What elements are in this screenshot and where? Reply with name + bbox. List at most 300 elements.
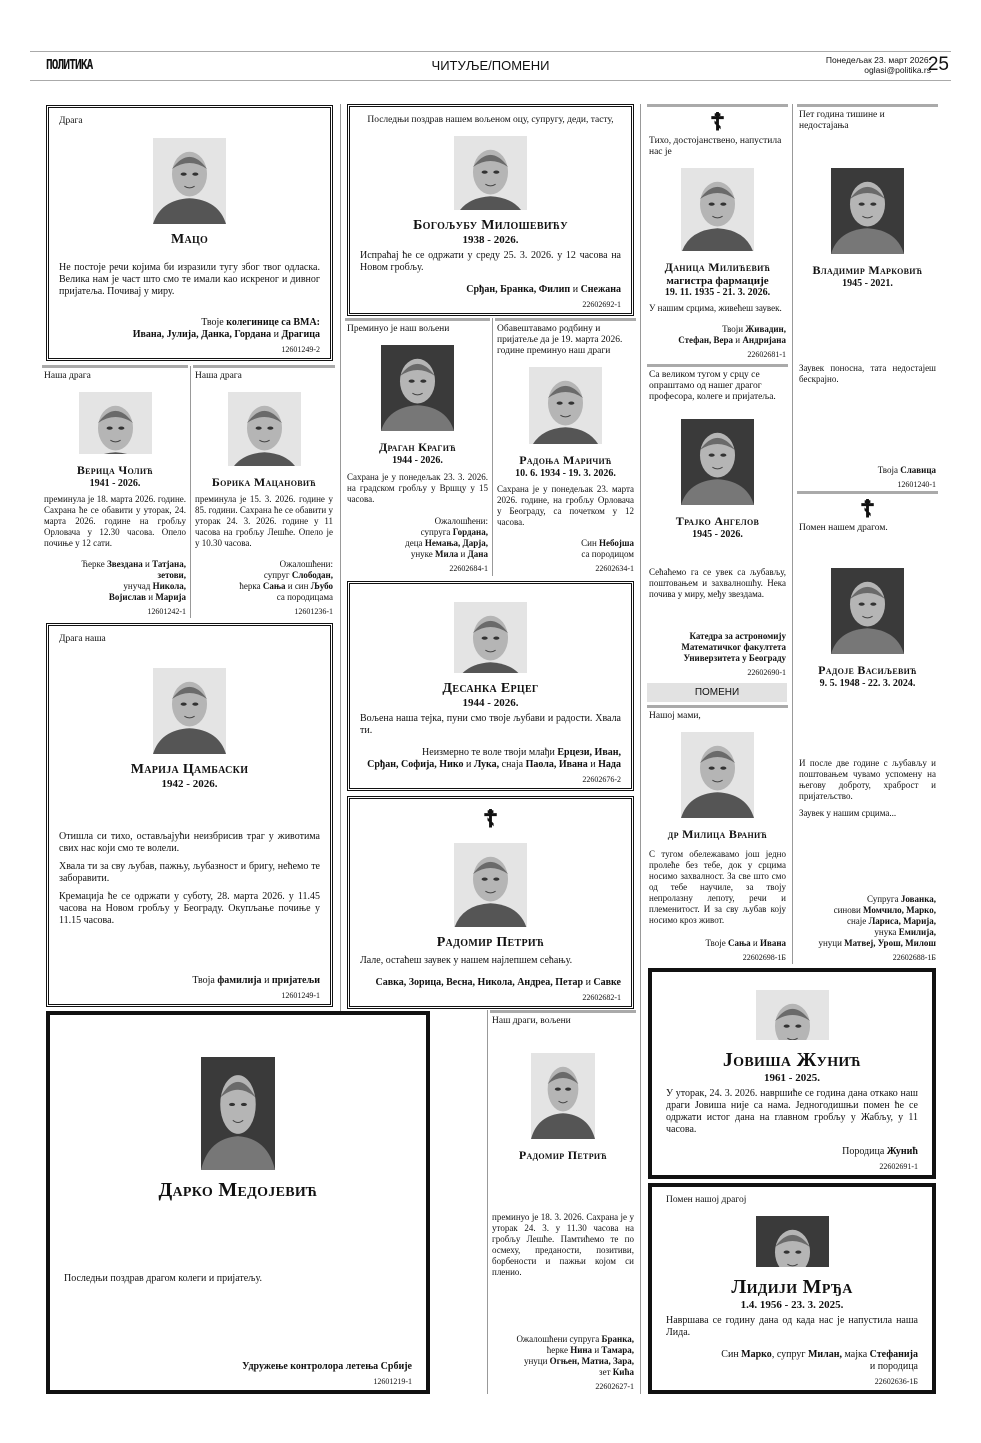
- signature-name: Ивана: [759, 938, 786, 948]
- column-divider: [190, 366, 191, 618]
- ad-code: 22602634-1: [595, 564, 634, 573]
- signature-text: и: [142, 559, 153, 569]
- signature: [360, 747, 621, 771]
- header-top-rule: [30, 51, 951, 52]
- signature-text: и: [271, 328, 282, 340]
- signature-line: [59, 329, 320, 341]
- signature: [649, 631, 786, 664]
- deceased-name: Јовиша Жунић: [722, 1049, 862, 1071]
- portrait-photo: [454, 136, 527, 210]
- spacer: [649, 606, 786, 631]
- signature-text: снаја: [499, 759, 526, 770]
- life-dates: 1961 - 2025.: [764, 1072, 820, 1084]
- signature-name: Никола,: [152, 581, 186, 591]
- signature-text: Твоји: [722, 324, 746, 334]
- deceased-name: Радомир Петрић: [518, 1147, 608, 1162]
- orthodox-cross-icon: ☦: [859, 497, 876, 523]
- signature-name: Нина: [570, 1344, 593, 1355]
- column-divider: [487, 1010, 488, 1394]
- signature-name: Огњен, Матиа, Зара,: [549, 1355, 634, 1366]
- notice-intro: Драга: [59, 116, 83, 126]
- signature-line: [44, 559, 186, 570]
- obituary-notice: [46, 623, 333, 1007]
- deceased-name: Борика Мацановић: [211, 475, 317, 489]
- deceased-name: Радоња Маричић: [519, 453, 612, 467]
- signature-line: [497, 549, 634, 560]
- signature-name: Стефан, Вера: [678, 335, 734, 345]
- signature-name: Дана: [467, 549, 488, 559]
- deceased-name: Дарко Медојевић: [158, 1179, 318, 1202]
- signature-name: Војислав: [108, 592, 146, 602]
- signature-text: и: [458, 549, 468, 559]
- spacer: [59, 304, 320, 317]
- notice-paragraph: Навршава се годину дана од када нас је напустила наша Лида.: [666, 1315, 918, 1338]
- obituary-notice: [46, 105, 333, 361]
- notice-intro: Са великом тугом у срцу се опраштамо од нашег драгог професора, колеге и пријатеља.: [649, 370, 776, 402]
- deceased-name: Радомир Петрић: [436, 935, 545, 950]
- signature-text: зет: [599, 1366, 613, 1377]
- notice-text: [799, 363, 936, 391]
- signature: [649, 324, 786, 346]
- signature: [492, 1334, 634, 1378]
- obituary-notice: [46, 1011, 430, 1394]
- signature: [360, 284, 621, 296]
- ad-code: 22602682-1: [582, 993, 621, 1002]
- signature-name: Андријана: [742, 335, 786, 345]
- signature-text: и породица: [869, 1361, 918, 1372]
- notice-paragraph: Отишла си тихо, остављајући неизбрисив траг у животима свих нас који смо те волели.: [59, 831, 320, 855]
- signature-name: Кића: [612, 1366, 634, 1377]
- signature-name: Паола, Ивана: [525, 759, 588, 770]
- signature-name: Марија: [155, 592, 186, 602]
- spacer: [799, 825, 936, 894]
- signature-name: Ивана, Јулија, Данка, Гордана: [132, 328, 272, 340]
- signature-line: [799, 927, 936, 938]
- signature: [59, 975, 320, 987]
- signature-text: ћерке: [546, 1344, 571, 1355]
- spacer: [492, 1027, 634, 1047]
- signature-line: [649, 653, 786, 664]
- signature: [666, 1349, 918, 1373]
- ad-code: 22602692-1: [582, 300, 621, 309]
- notice-paragraph: У нашим срцима, живећеш заувек.: [649, 303, 782, 313]
- spacer: [649, 403, 786, 413]
- signature-name: Милан,: [807, 1349, 843, 1360]
- obituary-notice: [193, 365, 335, 619]
- obituary-notice: [797, 491, 938, 965]
- signature: [44, 559, 186, 603]
- signature-name: Нада: [598, 759, 621, 770]
- signature-text: Породица: [842, 1146, 887, 1157]
- deceased-name: Радоје Васиљевић: [818, 662, 917, 677]
- signature-line: [799, 894, 936, 905]
- signature-text: Син: [581, 538, 600, 548]
- signature-line: [799, 905, 936, 916]
- notice-text: [649, 567, 786, 606]
- signature-text: и: [570, 284, 581, 295]
- section-title: ЧИТУЉЕ/ПОМЕНИ: [431, 58, 550, 73]
- signature-name: Марко: [741, 1349, 772, 1360]
- spacer: [799, 391, 936, 465]
- deceased-name: Десанка Ерцег: [442, 681, 539, 696]
- signature-name: Јованка,: [900, 894, 936, 904]
- spacer: [64, 1202, 412, 1272]
- orthodox-cross-icon: ☦: [709, 110, 726, 136]
- signature-name: Звездана: [106, 559, 143, 569]
- notice-paragraph: Сећаћемо га се увек са љубављу, поштовањем и захвалношћу. Нека почива у миру, међу звездама.: [649, 566, 786, 599]
- signature-line: [195, 581, 333, 592]
- spacer: [799, 132, 936, 162]
- signature: [799, 465, 936, 476]
- portrait-photo: [681, 419, 754, 505]
- deceased-name: Владимир Марковић: [812, 262, 923, 277]
- signature: [360, 977, 621, 989]
- notice-paragraph: преминуо је 18. 3. 2026. Сахрана је у уторак 24. 3. у 11.30 часова на гробљу Лешће. Памтићемо те по осмеху, предaности, позитиви, борбености и пажњи којом си плениo.: [492, 1212, 634, 1278]
- life-dates: 1944 - 2026.: [462, 697, 519, 709]
- signature-text: унуци: [523, 1355, 550, 1366]
- portrait-photo: [153, 138, 226, 224]
- signature-name: Небојша: [599, 538, 634, 548]
- notice-paragraph: преминула је 18. марта 2026. године. Сахрана ће се обавити у уторак, 24. марта 2026. године на гробљу Орловача у 12.30 часова. Опело почиње у 12 сати.: [44, 494, 186, 548]
- signature-line: [59, 317, 320, 329]
- portrait-photo: [201, 1057, 275, 1170]
- signature-line: [649, 631, 786, 642]
- signature-name: Математичког факултета: [681, 642, 786, 653]
- orthodox-cross-icon: ☦: [482, 807, 499, 833]
- signature-text: Твоја: [192, 975, 218, 987]
- signature: [649, 938, 786, 949]
- signature-text: унучад: [123, 581, 153, 591]
- signature: [497, 538, 634, 560]
- signature-line: [492, 1334, 634, 1345]
- life-dates: 9. 5. 1948 - 22. 3. 2024.: [819, 677, 916, 689]
- signature-line: [666, 1146, 918, 1158]
- signature-name: Немања, Дарја,: [424, 538, 488, 548]
- signature-text: унуци: [818, 938, 845, 948]
- signature: [347, 516, 488, 560]
- signature-text: и: [261, 975, 272, 987]
- signature-text: са породицама: [276, 592, 333, 602]
- spacer: [649, 541, 786, 566]
- signature-line: [799, 916, 936, 927]
- obituary-notice: [495, 318, 636, 576]
- signature: [195, 559, 333, 603]
- column-divider: [792, 104, 793, 964]
- signature-line: [360, 747, 621, 759]
- header-bottom-rule: [30, 80, 951, 81]
- signature-name: Емилија,: [898, 927, 936, 937]
- notice-intro: Наша драга: [195, 371, 242, 381]
- deceased-name: Богољубу Милошевићу: [413, 218, 568, 233]
- portrait-photo: [153, 668, 226, 754]
- signature-line: [44, 592, 186, 603]
- signature-line: [492, 1356, 634, 1367]
- signature: [799, 894, 936, 949]
- spacer: [799, 534, 936, 562]
- notice-paragraph: Заувек поносна, тата недостајеш бескрајно.: [799, 363, 936, 385]
- deceased-name: Лидији Мрђа: [731, 1276, 853, 1298]
- signature-name: Срђан, Бранка, Филип: [466, 284, 571, 295]
- portrait-photo: [681, 168, 754, 251]
- ad-code: 22602688-1Б: [892, 953, 936, 962]
- signature-name: Момчило, Марко,: [863, 905, 936, 915]
- signature-line: [44, 570, 186, 581]
- signature-text: снаје: [847, 916, 869, 926]
- signature-name: зетови,: [157, 570, 186, 580]
- deceased-name: Марија Цамбаски: [130, 761, 249, 777]
- signature-line: [799, 938, 936, 949]
- notice-intro: Наш драги, вољени: [492, 1016, 571, 1026]
- signature-text: Син: [721, 1349, 742, 1360]
- notice-text: [799, 758, 936, 825]
- ad-code: 22602684-1: [449, 564, 488, 573]
- spacer: [64, 1023, 412, 1051]
- ad-code: 22602676-2: [582, 775, 621, 784]
- signature-text: , супруг: [771, 1349, 808, 1360]
- portrait-photo: [529, 367, 602, 444]
- signature-text: и: [750, 938, 760, 948]
- portrait-photo: [79, 392, 152, 454]
- ad-code: 22602698-1Б: [742, 953, 786, 962]
- deceased-name: Мацо: [170, 232, 209, 248]
- signature-name: Сања: [262, 581, 286, 591]
- life-dates: 1.4. 1956 - 23. 3. 2025.: [740, 1299, 844, 1311]
- spacer: [799, 290, 936, 364]
- notice-intro: Преминуо је наш вољени: [347, 324, 450, 334]
- spacer: [59, 645, 320, 662]
- spacer: [666, 980, 918, 984]
- notice-text: [360, 250, 621, 280]
- notice-text: [492, 1212, 634, 1284]
- ad-code: 12601249-2: [281, 344, 320, 354]
- portrait-photo: [454, 843, 527, 927]
- signature-name: Удружење контролора летења Србије: [242, 1361, 412, 1373]
- signature-line: [649, 642, 786, 653]
- signature-line: [347, 549, 488, 560]
- spacer: [195, 382, 333, 386]
- spacer: [497, 357, 634, 361]
- obituary-notice: [647, 364, 788, 680]
- notice-text: [649, 303, 786, 320]
- portrait-photo: [681, 732, 754, 818]
- obituary-notice: [647, 104, 788, 362]
- life-dates: 1942 - 2026.: [161, 777, 218, 790]
- deceased-name: Даница Милићевић: [664, 260, 771, 274]
- spacer: [492, 1284, 634, 1334]
- notice-paragraph: Сахрана је у понедељак 23. 3. 2026. на градском гробљу у Вршцу у 15 часова.: [347, 472, 488, 504]
- signature-name: Татјана,: [152, 559, 186, 569]
- signature-line: [666, 1349, 918, 1361]
- ad-code: 22602681-1: [747, 350, 786, 359]
- deceased-name: Трајко Ангелов: [675, 514, 760, 529]
- signature: [666, 1146, 918, 1158]
- notice-text: [666, 1315, 918, 1345]
- notice-paragraph: Вољена наша тејка, пуни смо твоје љубави и радости. Хвала ти.: [360, 713, 621, 736]
- notice-intro: Наша драга: [44, 371, 91, 381]
- notice-text: [497, 484, 634, 534]
- notice-text: [666, 1088, 918, 1142]
- signature-text: унуке: [410, 549, 436, 559]
- notice-text: [44, 494, 186, 555]
- signature-text: унука: [874, 927, 899, 937]
- obituary-notice: [347, 581, 634, 791]
- signature-name: Ерцези, Иван,: [557, 747, 621, 758]
- signature-text: Ћерке: [81, 559, 107, 569]
- spacer: [360, 592, 621, 596]
- signature-name: Савка, Зорица, Весна, Никола, Андреа, Петар: [375, 977, 584, 988]
- notice-text: [59, 831, 320, 933]
- obituary-notice: [347, 796, 634, 1009]
- spacer: [59, 790, 320, 832]
- signature-line: [360, 759, 621, 771]
- signature-text: Ожалошћени:: [434, 516, 488, 526]
- notice-paragraph: Заувек у нашим срцима...: [799, 808, 897, 819]
- life-dates: 1944 - 2026.: [392, 455, 443, 466]
- signature-name: Љубо: [310, 581, 333, 591]
- header-info: [826, 55, 931, 75]
- signature: [64, 1361, 412, 1373]
- ad-code: 22602691-1: [879, 1162, 918, 1171]
- notice-paragraph: С тугом обележавамо још једно пролеће без тебе, док у срцима носимо захвалност. За све што смо од тебе научиле, за твоју непролазну лепоту, речи и племенитост. И за сву љубав коју носимо кроз живот.: [649, 848, 786, 925]
- deceased-name: Драган Крагић: [378, 440, 457, 454]
- spacer: [347, 335, 488, 339]
- column-divider: [492, 318, 493, 576]
- spacer: [649, 158, 786, 162]
- signature-name: Живадин,: [745, 324, 786, 334]
- notice-intro: Помен нашем драгом.: [799, 523, 888, 533]
- ad-code: 12601240-1: [897, 480, 936, 489]
- spacer: [59, 933, 320, 975]
- contact-email: oglasi@politika.rs: [864, 65, 931, 75]
- signature-line: [360, 284, 621, 296]
- signature-name: Славица: [900, 465, 936, 475]
- notice-text: [347, 472, 488, 511]
- signature-text: са породицом: [581, 549, 634, 559]
- portrait-photo: [531, 1053, 595, 1139]
- column-divider: [640, 104, 641, 1394]
- signature-line: [347, 538, 488, 549]
- portrait-photo: [756, 990, 829, 1040]
- life-dates: 1945 - 2026.: [692, 529, 743, 541]
- signature-name: Стефанија: [869, 1349, 918, 1360]
- signature-text: и: [587, 759, 599, 770]
- life-dates: 1938 - 2026.: [462, 234, 519, 246]
- signature-name: пријатељи: [271, 975, 320, 987]
- obituary-notice: [648, 1183, 936, 1394]
- signature-line: [799, 465, 936, 476]
- notice-paragraph: Не постоје речи којима би изразили тугу због твог одласка. Велика нам је част што смо те имали као искреног и дивног пријатеља. Почивај у миру.: [59, 261, 320, 297]
- notice-paragraph: Последњи поздрав драгом колеги и пријатељу.: [64, 1272, 262, 1284]
- signature-text: и: [145, 592, 156, 602]
- notice-intro: Помен нашој драгој: [666, 1195, 747, 1205]
- spacer: [666, 1206, 918, 1210]
- obituary-notice: [42, 365, 188, 619]
- signature-line: [492, 1345, 634, 1356]
- obituary-notice: [345, 318, 490, 576]
- signature-name: Тамара,: [601, 1344, 634, 1355]
- page-number: 25: [927, 54, 949, 75]
- signature-line: [360, 977, 621, 989]
- signature-name: колегинице са ВМА:: [226, 316, 320, 328]
- signature-name: Гордана,: [452, 527, 488, 537]
- signature-line: [497, 538, 634, 549]
- signature-text: Супруга: [866, 894, 901, 904]
- signature-name: Мила: [435, 549, 459, 559]
- signature-name: Лука,: [473, 759, 500, 770]
- signature-text: ћерка: [239, 581, 263, 591]
- portrait-photo: [756, 1216, 829, 1267]
- signature-text: мајка: [842, 1349, 870, 1360]
- signature-text: и: [733, 335, 743, 345]
- deceased-title: магистра фармације: [666, 275, 769, 287]
- portrait-photo: [831, 568, 904, 654]
- notice-text: [360, 955, 621, 973]
- notice-paragraph: У уторак, 24. 3. 2026. навршиће се година дана откако наш драги Јовиша није са нама. Једногодишњи помен ће се одржати истог дана на главном гробљу у Жабљу, у 11 часова.: [666, 1088, 918, 1135]
- signature-line: [649, 938, 786, 949]
- portrait-photo: [454, 602, 527, 673]
- notice-intro: Последњи поздрав нашем вољеном оцу, супругу, деди, тасту,: [367, 115, 614, 125]
- notice-intro: Нашој мами,: [649, 711, 701, 721]
- signature-name: Бранка,: [601, 1333, 634, 1344]
- signature-text: Твоје: [705, 938, 728, 948]
- deceased-name: Верица Чолић: [76, 463, 154, 477]
- obituary-notice: [647, 705, 788, 965]
- notice-paragraph: Хвала ти за сву љубав, пажњу, љубазност и бригу, нећемо те заборавити.: [59, 861, 320, 885]
- ad-code: 12601219-1: [373, 1377, 412, 1387]
- signature-name: Матвеј, Урош, Милош: [844, 938, 936, 948]
- newspaper-logo: ПОЛИТИКА: [46, 58, 93, 73]
- signature-name: Слободан,: [291, 570, 333, 580]
- signature-name: фамилија: [217, 975, 262, 987]
- obituary-notice: [347, 104, 634, 316]
- signature: [59, 317, 320, 341]
- notice-intro: Тихо, достојанствено, напустила нас је: [649, 136, 782, 157]
- notice-paragraph: Испраћај ће се одржати у среду 25. 3. 2026. у 12 часова на Новом гробљу.: [360, 250, 621, 273]
- signature-name: Катедра за астрономију: [689, 631, 786, 642]
- notice-intro: Пет година тишине и недостајања: [799, 110, 885, 131]
- signature-text: супруг: [263, 570, 292, 580]
- notice-text: [59, 262, 320, 304]
- spacer: [360, 126, 621, 130]
- signature-text: синови: [833, 905, 864, 915]
- deceased-name: др Милица Вранић: [667, 827, 768, 841]
- signature-text: и: [463, 759, 474, 770]
- signature-name: Савке: [593, 977, 621, 988]
- signature-name: Жунић: [886, 1146, 918, 1157]
- signature-line: [59, 975, 320, 987]
- spacer: [59, 248, 320, 261]
- signature-line: [195, 559, 333, 570]
- spacer: [799, 690, 936, 759]
- ad-code: 22602690-1: [747, 668, 786, 678]
- signature-name: Универзитета у Београду: [683, 653, 786, 664]
- ad-code: 12601249-1: [281, 991, 320, 1001]
- signature-name: Драгица: [281, 328, 320, 340]
- signature-name: Лариса, Марија,: [868, 916, 936, 926]
- signature-line: [347, 527, 488, 538]
- notice-paragraph: И после две године с љубављу и поштовањем чувамо успомену на његову доброту, храброст и пријатељство.: [799, 758, 936, 802]
- portrait-photo: [381, 345, 454, 431]
- portrait-photo: [831, 168, 904, 254]
- signature-line: [195, 592, 333, 603]
- ad-code: 12601236-1: [294, 607, 333, 616]
- issue-date: Понедељак 23. март 2026.: [825, 55, 931, 65]
- notice-paragraph: Сахрана је у понедељак 23. марта 2026. године, на гробљу Орловача у Београду, са почетком у 12 часова.: [497, 484, 634, 527]
- signature-line: [195, 570, 333, 581]
- notice-paragraph: Кремација ће се одржати у суботу, 28. марта 2026. у 11.45 часова на Новом гробљу у Београду. Окупљање почиње у 11.15 часова.: [59, 891, 320, 927]
- signature-text: деца: [405, 538, 425, 548]
- notice-text: [360, 713, 621, 743]
